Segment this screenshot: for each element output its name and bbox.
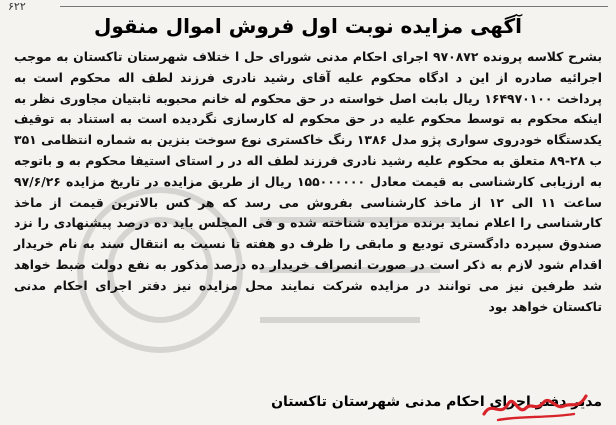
page-number: ۶۲۲ xyxy=(8,0,26,13)
signature-line: مدیر دفتر اجرای احکام مدنی شهرستان تاکستان xyxy=(271,394,602,410)
notice-body: بشرح کلاسه پرونده ۹۷۰۸۷۲ اجرای احکام مدنی شورای حل ا ختلاف شهرستان تاکستان به موجب اجرائیه صادره از این د ادگاه محکوم علیه آقای رشید نادری فرزند لطف اله محکوم است به پرداخت ۱۶۴۹۷۰۱۰۰ ریال بابت اصل خواسته در حق محکوم له خانم محبوبه ثابتیان مجاوری نظر به اینکه محکوم به توسط محکوم علیه در حق محکوم له کارسازی نگردیده است به استناد به توقیف یکدستگاه خودروی سواری پژو مدل ۱۳۸۶ رنگ خاکستری نوع سوخت بنزین به شماره انتظامی ۳۵۱ ب ۲۸-۸۹ متعلق به محکوم علیه رشید نادری فرزند لطف اله در ر استای استیفا محکوم به و باتوجه به ارزیابی کارشناسی به قیمت معادل ۱۵۵۰۰۰۰۰۰ ریال از طریق مزایده در تاریخ مزایده ۹۷/۶/۲۶ ساعت ۱۱ الی ۱۲ از ماخذ کارشناسی بفروش می رسد که هر کس بالاترین قیمت از ماخذ کارشناسی را اعلام نماید برنده مزایده شناخته شده و فی المجلس باید ده درصد پیشنهادی را نزد صندوق سپرده دادگستری تودیع و مابقی را ظرف دو هفته تا نسبت به انتقال سند به نام خریدار اقدام شود لازم به ذکر است در صورت انصراف خریدار ده درصد مذکور به نفع دولت ضبط خواهد شد طرفین نیز می توانند در مزایده شرکت نمایند محل مزایده نیز دفتر اجرای احکام مدنی تاکستان خواهد بود xyxy=(14,49,603,314)
top-rule xyxy=(60,6,608,7)
notice-title: آگهی مزایده نوبت اول فروش اموال منقول xyxy=(93,14,522,38)
signature-scribble xyxy=(478,388,590,424)
